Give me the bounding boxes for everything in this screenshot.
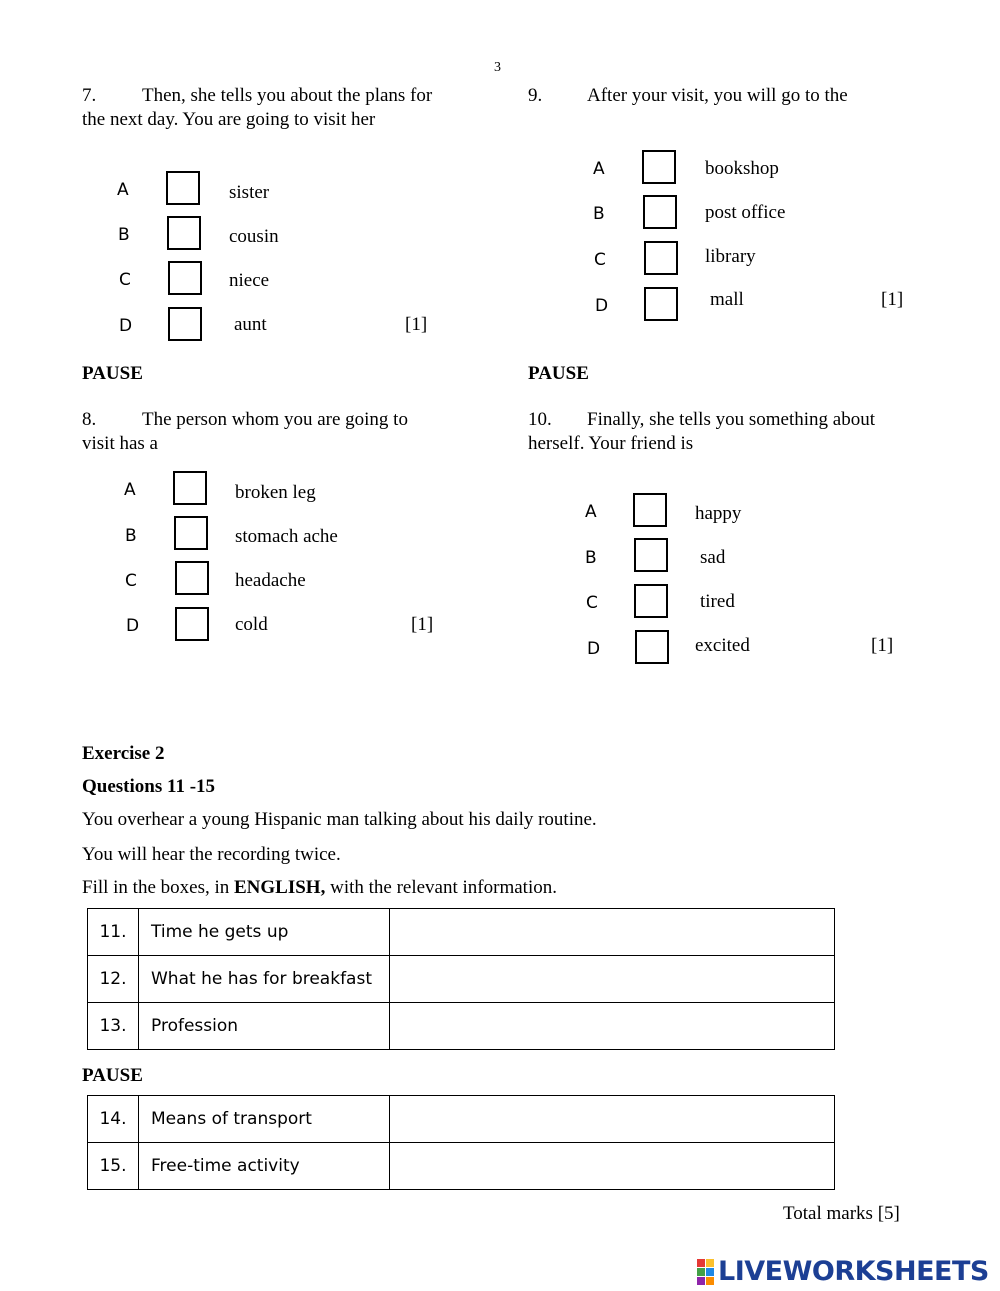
- q9-text-line1: After your visit, you will go to the: [587, 85, 848, 106]
- q9-number: 9.: [528, 85, 543, 106]
- q8-option-a: broken leg: [235, 482, 316, 503]
- q10-letter-c: C: [586, 593, 598, 613]
- q7-checkbox-d[interactable]: [168, 307, 202, 341]
- row-label: What he has for breakfast: [139, 956, 390, 1003]
- q8-letter-a: A: [124, 480, 136, 500]
- q10-text-line2: herself. Your friend is: [528, 433, 694, 454]
- q10-letter-a: A: [585, 502, 597, 522]
- table-row: [88, 1143, 835, 1190]
- q7-checkbox-c[interactable]: [168, 261, 202, 295]
- q9-letter-b: B: [593, 204, 605, 224]
- q9-option-b: post office: [705, 202, 786, 223]
- q9-checkbox-b[interactable]: [643, 195, 677, 229]
- exercise2-title: Exercise 2: [82, 743, 165, 764]
- instruction-3-suffix: with the relevant information.: [325, 877, 557, 898]
- q8-checkbox-d[interactable]: [175, 607, 209, 641]
- q7-letter-d: D: [119, 316, 133, 336]
- q7-option-b: cousin: [229, 226, 279, 247]
- q10-option-a: happy: [695, 503, 742, 524]
- q8-letter-b: B: [125, 526, 137, 546]
- q10-checkbox-a[interactable]: [633, 493, 667, 527]
- table-row: [88, 956, 835, 1003]
- total-marks: Total marks [5]: [783, 1203, 900, 1224]
- q8-letter-d: D: [126, 616, 140, 636]
- q7-option-d: aunt: [234, 314, 267, 335]
- answer-14-field[interactable]: [390, 1096, 835, 1143]
- pause-label-left: PAUSE: [82, 363, 143, 384]
- q9-letter-c: C: [594, 250, 606, 270]
- exercise2-instruction-3: [82, 876, 557, 900]
- instruction-3-emphasis: ENGLISH,: [234, 877, 326, 898]
- q7-letter-a: A: [117, 180, 129, 200]
- q8-checkbox-c[interactable]: [175, 561, 209, 595]
- instruction-3-prefix: Fill in the boxes, in: [82, 877, 234, 898]
- q7-number: 7.: [82, 85, 97, 106]
- q9-checkbox-c[interactable]: [644, 241, 678, 275]
- q7-checkbox-b[interactable]: [167, 216, 201, 250]
- liveworksheets-logo: [697, 1256, 989, 1287]
- q8-number: 8.: [82, 409, 97, 430]
- q9-option-a: bookshop: [705, 158, 779, 179]
- row-label: Time he gets up: [139, 909, 390, 956]
- row-number: 13.: [88, 1003, 139, 1050]
- q8-option-b: stomach ache: [235, 526, 338, 547]
- q10-letter-b: B: [585, 548, 597, 568]
- q8-letter-c: C: [125, 571, 137, 591]
- q10-checkbox-d[interactable]: [635, 630, 669, 664]
- q10-option-c: tired: [700, 591, 735, 612]
- q9-option-c: library: [705, 246, 756, 267]
- answer-11-field[interactable]: [390, 909, 835, 956]
- row-number: 11.: [88, 909, 139, 956]
- q8-option-c: headache: [235, 570, 306, 591]
- liveworksheets-logo-text: LIVEWORKSHEETS: [718, 1256, 989, 1287]
- row-label: Means of transport: [139, 1096, 390, 1143]
- q8-option-d: cold: [235, 614, 268, 635]
- q10-text-line1: Finally, she tells you something about: [587, 409, 875, 430]
- q7-mark: [1]: [405, 314, 428, 335]
- answer-table-1: [87, 908, 835, 1050]
- liveworksheets-logo-icon: [697, 1259, 714, 1285]
- answer-15-field[interactable]: [390, 1143, 835, 1190]
- q9-letter-d: D: [595, 296, 609, 316]
- q10-number: 10.: [528, 409, 552, 430]
- answer-12-field[interactable]: [390, 956, 835, 1003]
- q7-option-c: niece: [229, 270, 270, 291]
- table-row: [88, 909, 835, 956]
- q8-text-line1: The person whom you are going to: [142, 409, 408, 430]
- q7-letter-c: C: [119, 270, 131, 290]
- exercise2-instruction-1: You overhear a young Hispanic man talking about his daily routine.: [82, 809, 597, 830]
- row-number: 15.: [88, 1143, 139, 1190]
- q7-option-a: sister: [229, 182, 270, 203]
- q10-checkbox-b[interactable]: [634, 538, 668, 572]
- page-number: 3: [494, 60, 501, 75]
- q9-checkbox-a[interactable]: [642, 150, 676, 184]
- answer-table-2: [87, 1095, 835, 1190]
- q10-checkbox-c[interactable]: [634, 584, 668, 618]
- q9-option-d: mall: [710, 289, 744, 310]
- row-label: Profession: [139, 1003, 390, 1050]
- q9-letter-a: A: [593, 159, 605, 179]
- q7-text-line2: the next day. You are going to visit her: [82, 109, 376, 130]
- q7-letter-b: B: [118, 225, 130, 245]
- q8-text-line2: visit has a: [82, 433, 158, 454]
- q9-mark: [1]: [881, 289, 904, 310]
- q8-checkbox-a[interactable]: [173, 471, 207, 505]
- q10-letter-d: D: [587, 639, 601, 659]
- q10-option-b: sad: [700, 547, 726, 568]
- row-number: 14.: [88, 1096, 139, 1143]
- row-number: 12.: [88, 956, 139, 1003]
- answer-13-field[interactable]: [390, 1003, 835, 1050]
- exercise2-questions: Questions 11 -15: [82, 776, 216, 797]
- row-label: Free-time activity: [139, 1143, 390, 1190]
- q7-text-line1: Then, she tells you about the plans for: [142, 85, 433, 106]
- q10-mark: [1]: [871, 635, 894, 656]
- exercise2-instruction-2: You will hear the recording twice.: [82, 844, 341, 865]
- table-row: [88, 1096, 835, 1143]
- pause-label-table: PAUSE: [82, 1065, 143, 1086]
- q8-mark: [1]: [411, 614, 434, 635]
- q9-checkbox-d[interactable]: [644, 287, 678, 321]
- q8-checkbox-b[interactable]: [174, 516, 208, 550]
- table-row: [88, 1003, 835, 1050]
- pause-label-right: PAUSE: [528, 363, 589, 384]
- q7-checkbox-a[interactable]: [166, 171, 200, 205]
- q10-option-d: excited: [695, 635, 750, 656]
